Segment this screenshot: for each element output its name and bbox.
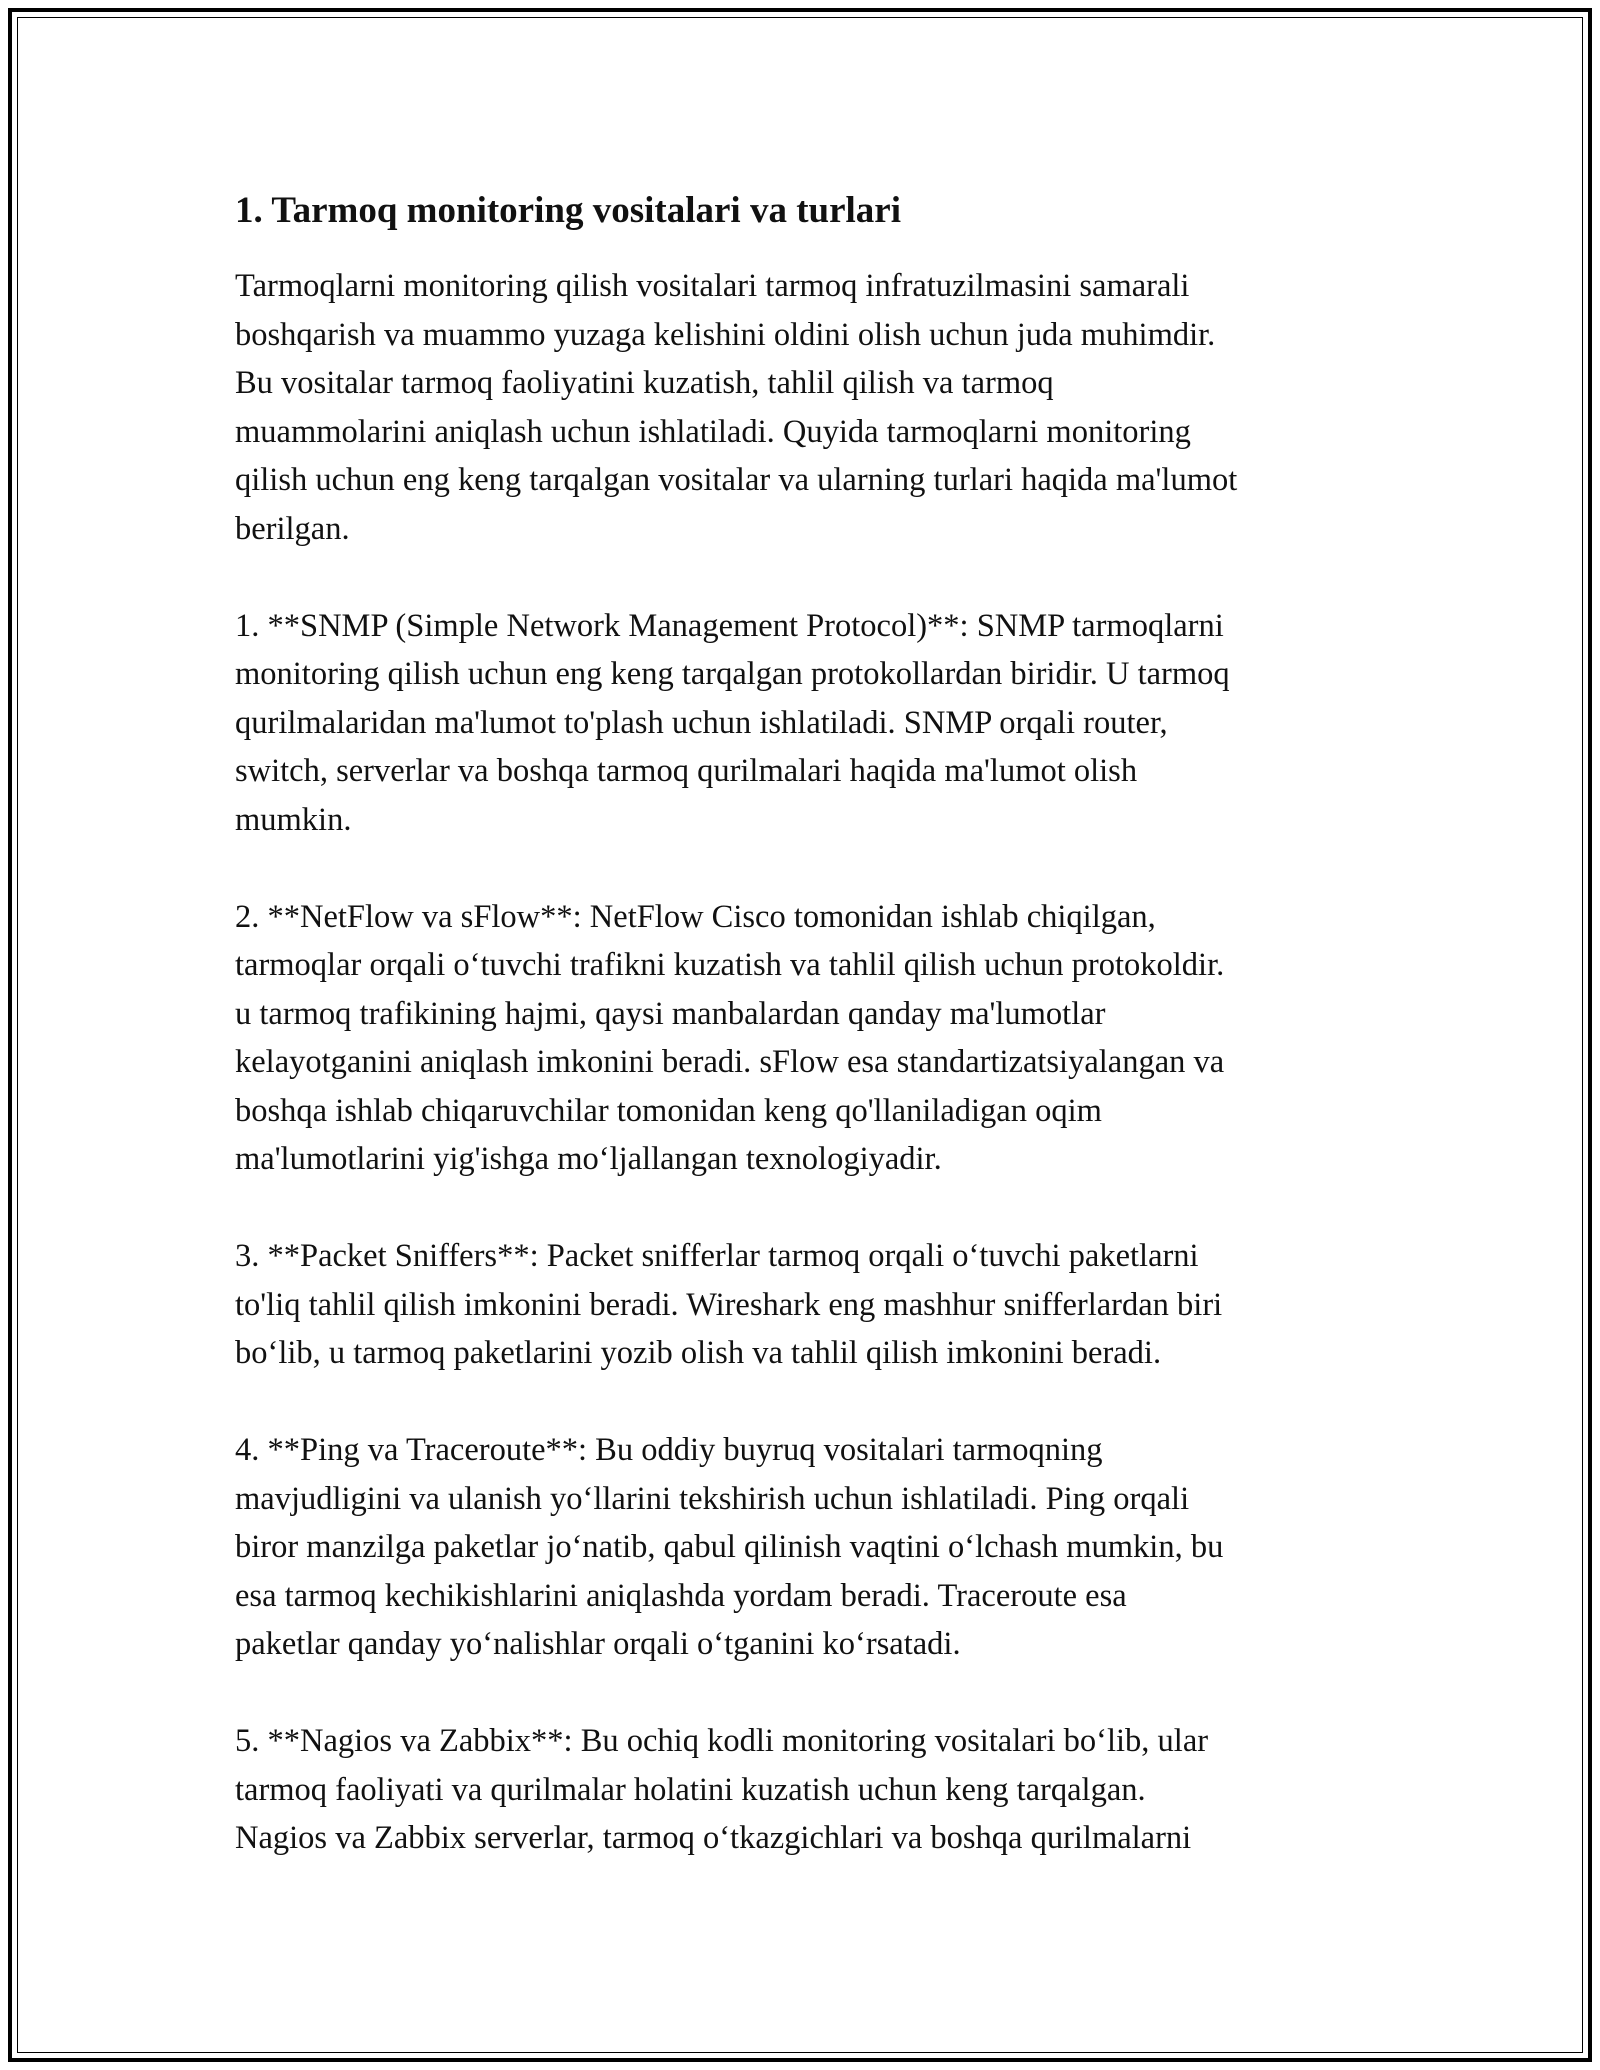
paragraph-line: u tarmoq trafikining hajmi, qaysi manbalardan qanday ma'lumotlar — [235, 995, 1106, 1032]
paragraph-line: 5. **Nagios va Zabbix**: Bu ochiq kodli monitoring vositalari boʻlib, ular — [235, 1723, 1209, 1759]
paragraph-line: boshqarish va muammo yuzaga kelishini oldini olish uchun juda muhimdir. — [235, 316, 1216, 353]
paragraph-line: Nagios va Zabbix serverlar, tarmoq oʻtkazgichlari va boshqa qurilmalarni — [235, 1820, 1192, 1856]
paragraph-line: ma'lumotlarini yig'ishga moʻljallangan texnologiyadir. — [235, 1141, 942, 1177]
packet-sniffers-paragraph — [235, 1232, 1375, 1378]
paragraph-line: boshqa ishlab chiqaruvchilar tomonidan keng qo'llaniladigan oqim — [235, 1092, 1102, 1129]
paragraph-line: kelayotganini aniqlash imkonini beradi. sFlow esa standartizatsiyalangan va — [235, 1044, 1225, 1080]
paragraph-line: mumkin. — [235, 801, 352, 838]
paragraph-line: qilish uchun eng keng tarqalgan vositalar va ularning turlari haqida ma'lumot — [235, 462, 1238, 498]
paragraph-line: 4. **Ping va Traceroute**: Bu oddiy buyruq vositalari tarmoqning — [235, 1432, 1103, 1468]
paragraph-line: boʻlib, u tarmoq paketlarini yozib olish va tahlil qilish imkonini beradi. — [235, 1335, 1162, 1371]
paragraph-line: Tarmoqlarni monitoring qilish vositalari tarmoq infratuzilmasini samarali — [235, 268, 1190, 304]
paragraph-line: to'liq tahlil qilish imkonini beradi. Wireshark eng mashhur snifferlardan biri — [235, 1286, 1223, 1323]
paragraph-line: qurilmalaridan ma'lumot to'plash uchun ishlatiladi. SNMP orqali router, — [235, 704, 1168, 741]
paragraph-line: berilgan. — [235, 510, 350, 547]
paragraph-line: muammolarini aniqlash uchun ishlatiladi. Quyida tarmoqlarni monitoring — [235, 413, 1191, 450]
snmp-paragraph — [235, 602, 1375, 845]
paragraph-line: mavjudligini va ulanish yoʻllarini tekshirish uchun ishlatiladi. Ping orqali — [235, 1480, 1190, 1517]
netflow-paragraph — [235, 893, 1375, 1184]
intro-paragraph — [235, 262, 1375, 553]
paragraph-line: switch, serverlar va boshqa tarmoq qurilmalari haqida ma'lumot olish — [235, 753, 1138, 789]
paragraph-line: Bu vositalar tarmoq faoliyatini kuzatish, tahlil qilish va tarmoq — [235, 365, 1054, 401]
section-heading: 1. Tarmoq monitoring vositalari va turlari — [235, 190, 901, 231]
ping-traceroute-paragraph — [235, 1426, 1375, 1669]
paragraph-line: 1. **SNMP (Simple Network Management Protocol)**: SNMP tarmoqlarni — [235, 607, 1224, 644]
paragraph-line: 2. **NetFlow va sFlow**: NetFlow Cisco tomonidan ishlab chiqilgan, — [235, 898, 1156, 935]
paragraph-line: tarmoqlar orqali oʻtuvchi trafikni kuzatish va tahlil qilish uchun protokoldir. — [235, 947, 1225, 983]
document-body — [235, 186, 1375, 1911]
paragraph-line: monitoring qilish uchun eng keng tarqalgan protokollardan biridir. U tarmoq — [235, 656, 1230, 692]
paragraph-line: paketlar qanday yoʻnalishlar orqali oʻtganini koʻrsatadi. — [235, 1626, 961, 1662]
paragraph-line: 3. **Packet Sniffers**: Packet snifferlar tarmoq orqali oʻtuvchi paketlarni — [235, 1238, 1199, 1274]
paragraph-line: tarmoq faoliyati va qurilmalar holatini kuzatish uchun keng tarqalgan. — [235, 1771, 1146, 1808]
paragraph-line: esa tarmoq kechikishlarini aniqlashda yordam beradi. Traceroute esa — [235, 1577, 1127, 1614]
nagios-zabbix-paragraph — [235, 1717, 1375, 1863]
paragraph-line: biror manzilga paketlar joʻnatib, qabul qilinish vaqtini oʻlchash mumkin, bu — [235, 1529, 1224, 1565]
